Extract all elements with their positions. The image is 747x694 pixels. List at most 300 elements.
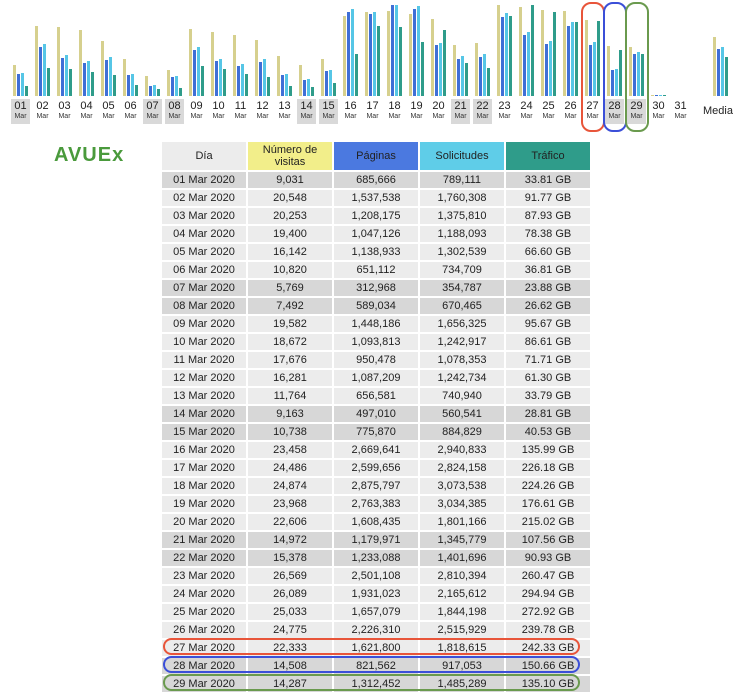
day-label-05 — [99, 99, 118, 124]
table-row — [162, 388, 590, 404]
month-abbr: Mar — [58, 113, 71, 120]
cell-date: 06 Mar 2020 — [162, 262, 246, 278]
day-number: 02 — [36, 100, 49, 112]
bar-08-0 — [167, 70, 170, 96]
month-abbr: Mar — [14, 113, 27, 120]
bar-15-3 — [333, 83, 336, 96]
cell-pages: 2,599,656 — [334, 460, 418, 476]
cell-visits: 26,089 — [248, 586, 332, 602]
cell-traffic: 135.99 GB — [506, 442, 590, 458]
bar-05-1 — [105, 60, 108, 96]
bar-27-0 — [585, 20, 588, 96]
month-abbr: Mar — [80, 113, 93, 120]
table-row — [162, 280, 590, 296]
bar-09-1 — [193, 50, 196, 96]
cell-requests: 3,034,385 — [420, 496, 504, 512]
table-row — [162, 586, 590, 602]
cell-requests: 789,111 — [420, 172, 504, 188]
cell-date: 18 Mar 2020 — [162, 478, 246, 494]
month-abbr: Mar — [630, 113, 643, 120]
header-pages: Páginas — [334, 142, 418, 170]
cell-requests: 1,801,166 — [420, 514, 504, 530]
cell-traffic: 135.10 GB — [506, 676, 590, 692]
table-row — [162, 424, 590, 440]
cell-visits: 20,548 — [248, 190, 332, 206]
table-row — [162, 478, 590, 494]
month-abbr: Mar — [652, 113, 665, 120]
cell-date: 15 Mar 2020 — [162, 424, 246, 440]
cell-requests: 1,760,308 — [420, 190, 504, 206]
table-row — [162, 496, 590, 512]
cell-visits: 16,281 — [248, 370, 332, 386]
table-row — [162, 460, 590, 476]
cell-pages: 821,562 — [334, 658, 418, 674]
table-row — [162, 640, 590, 656]
day-label-14 — [297, 99, 316, 124]
cell-visits: 10,820 — [248, 262, 332, 278]
cell-requests: 2,810,394 — [420, 568, 504, 584]
cell-pages: 312,968 — [334, 280, 418, 296]
bar-14-1 — [303, 80, 306, 96]
cell-requests: 2,165,612 — [420, 586, 504, 602]
cell-traffic: 224.26 GB — [506, 478, 590, 494]
bar-12-2 — [263, 59, 266, 96]
month-abbr: Mar — [256, 113, 269, 120]
cell-traffic: 226.18 GB — [506, 460, 590, 476]
cell-visits: 23,968 — [248, 496, 332, 512]
day-label-02 — [33, 99, 52, 124]
month-abbr: Mar — [322, 113, 335, 120]
day-number: 27 — [586, 100, 599, 112]
bar-09-3 — [201, 66, 204, 96]
day-label-12 — [253, 99, 272, 124]
average-bar-2 — [721, 47, 724, 96]
cell-pages: 1,233,088 — [334, 550, 418, 566]
day-label-19 — [407, 99, 426, 124]
average-bar-3 — [725, 57, 728, 96]
cell-requests: 1,375,810 — [420, 208, 504, 224]
bar-28-2 — [615, 69, 618, 96]
bar-01-0 — [13, 65, 16, 96]
cell-visits: 25,033 — [248, 604, 332, 620]
day-number: 13 — [278, 100, 291, 112]
cell-requests: 2,824,158 — [420, 460, 504, 476]
day-label-15 — [319, 99, 338, 124]
bar-30-3 — [663, 95, 666, 96]
cell-visits: 17,676 — [248, 352, 332, 368]
bar-29-0 — [629, 47, 632, 96]
bar-29-3 — [641, 54, 644, 96]
bar-23-3 — [509, 16, 512, 96]
cell-traffic: 294.94 GB — [506, 586, 590, 602]
cell-visits: 23,458 — [248, 442, 332, 458]
bar-10-1 — [215, 61, 218, 96]
bar-11-2 — [241, 64, 244, 96]
cell-visits: 15,378 — [248, 550, 332, 566]
day-number: 29 — [630, 100, 643, 112]
cell-date: 29 Mar 2020 — [162, 676, 246, 692]
month-abbr: Mar — [168, 113, 181, 120]
cell-pages: 1,608,435 — [334, 514, 418, 530]
month-abbr: Mar — [542, 113, 555, 120]
table-row — [162, 658, 590, 674]
bar-16-2 — [351, 9, 354, 96]
month-abbr: Mar — [520, 113, 533, 120]
cell-date: 19 Mar 2020 — [162, 496, 246, 512]
day-label-22 — [473, 99, 492, 124]
month-abbr: Mar — [674, 113, 687, 120]
table-row — [162, 334, 590, 350]
cell-traffic: 36.81 GB — [506, 262, 590, 278]
bar-23-1 — [501, 17, 504, 96]
bar-24-1 — [523, 35, 526, 96]
table-header-row — [162, 142, 590, 170]
cell-traffic: 272.92 GB — [506, 604, 590, 620]
bar-16-0 — [343, 16, 346, 96]
bar-03-3 — [69, 69, 72, 96]
avuex-logo: AVUEx — [54, 144, 125, 166]
bar-04-1 — [83, 63, 86, 96]
cell-requests: 734,709 — [420, 262, 504, 278]
table-row — [162, 208, 590, 224]
table-row — [162, 568, 590, 584]
cell-requests: 1,242,734 — [420, 370, 504, 386]
month-abbr: Mar — [36, 113, 49, 120]
cell-traffic: 33.79 GB — [506, 388, 590, 404]
header-traffic: Tráfico — [506, 142, 590, 170]
day-label-24 — [517, 99, 536, 124]
bar-12-0 — [255, 40, 258, 96]
bar-05-3 — [113, 75, 116, 96]
cell-traffic: 176.61 GB — [506, 496, 590, 512]
cell-visits: 20,253 — [248, 208, 332, 224]
bar-11-3 — [245, 74, 248, 96]
bar-26-3 — [575, 22, 578, 96]
cell-traffic: 71.71 GB — [506, 352, 590, 368]
daily-stats-table — [160, 140, 592, 694]
cell-date: 21 Mar 2020 — [162, 532, 246, 548]
cell-requests: 1,188,093 — [420, 226, 504, 242]
day-label-20 — [429, 99, 448, 124]
bar-14-3 — [311, 87, 314, 96]
cell-date: 20 Mar 2020 — [162, 514, 246, 530]
cell-pages: 950,478 — [334, 352, 418, 368]
table-row — [162, 550, 590, 566]
month-abbr: Mar — [432, 113, 445, 120]
bar-28-1 — [611, 70, 614, 96]
bar-06-0 — [123, 59, 126, 96]
table-row — [162, 352, 590, 368]
cell-pages: 1,621,800 — [334, 640, 418, 656]
cell-pages: 1,093,813 — [334, 334, 418, 350]
cell-visits: 14,508 — [248, 658, 332, 674]
table-row — [162, 226, 590, 242]
day-label-16 — [341, 99, 360, 124]
cell-pages: 1,657,079 — [334, 604, 418, 620]
day-number: 25 — [542, 100, 555, 112]
bar-22-0 — [475, 43, 478, 96]
cell-pages: 2,226,310 — [334, 622, 418, 638]
bar-02-2 — [43, 44, 46, 96]
day-number: 08 — [168, 100, 181, 112]
cell-visits: 24,486 — [248, 460, 332, 476]
cell-date: 05 Mar 2020 — [162, 244, 246, 260]
cell-pages: 2,501,108 — [334, 568, 418, 584]
bar-11-1 — [237, 66, 240, 96]
cell-requests: 560,541 — [420, 406, 504, 422]
bar-18-2 — [395, 5, 398, 96]
cell-traffic: 107.56 GB — [506, 532, 590, 548]
cell-pages: 656,581 — [334, 388, 418, 404]
bar-22-1 — [479, 57, 482, 96]
cell-pages: 1,138,933 — [334, 244, 418, 260]
bar-28-0 — [607, 46, 610, 96]
bar-19-2 — [417, 6, 420, 96]
cell-visits: 19,400 — [248, 226, 332, 242]
table-row — [162, 298, 590, 314]
bar-08-2 — [175, 76, 178, 96]
cell-pages: 497,010 — [334, 406, 418, 422]
cell-requests: 1,844,198 — [420, 604, 504, 620]
cell-traffic: 242.33 GB — [506, 640, 590, 656]
bar-06-1 — [127, 75, 130, 96]
cell-date: 12 Mar 2020 — [162, 370, 246, 386]
bar-18-0 — [387, 11, 390, 96]
day-number: 03 — [58, 100, 71, 112]
table-row — [162, 604, 590, 620]
bar-03-1 — [61, 58, 64, 96]
bar-20-0 — [431, 19, 434, 96]
bar-21-3 — [465, 63, 468, 96]
cell-requests: 1,078,353 — [420, 352, 504, 368]
cell-date: 07 Mar 2020 — [162, 280, 246, 296]
cell-date: 26 Mar 2020 — [162, 622, 246, 638]
bar-21-2 — [461, 56, 464, 96]
cell-pages: 2,875,797 — [334, 478, 418, 494]
average-label: Media — [703, 105, 733, 117]
table-row — [162, 244, 590, 260]
cell-date: 17 Mar 2020 — [162, 460, 246, 476]
cell-requests: 740,940 — [420, 388, 504, 404]
cell-date: 04 Mar 2020 — [162, 226, 246, 242]
bar-24-3 — [531, 5, 534, 96]
bar-02-0 — [35, 26, 38, 96]
bar-13-1 — [281, 75, 284, 96]
day-label-10 — [209, 99, 228, 124]
cell-visits: 5,769 — [248, 280, 332, 296]
cell-pages: 1,047,126 — [334, 226, 418, 242]
month-abbr: Mar — [234, 113, 247, 120]
cell-visits: 16,142 — [248, 244, 332, 260]
day-number: 26 — [564, 100, 577, 112]
day-label-07 — [143, 99, 162, 124]
cell-pages: 1,208,175 — [334, 208, 418, 224]
cell-traffic: 23.88 GB — [506, 280, 590, 296]
month-abbr: Mar — [476, 113, 489, 120]
day-number: 06 — [124, 100, 137, 112]
cell-requests: 1,302,539 — [420, 244, 504, 260]
bar-23-2 — [505, 13, 508, 96]
bar-06-2 — [131, 74, 134, 96]
bar-17-3 — [377, 26, 380, 96]
table-row — [162, 532, 590, 548]
header-day: Día — [162, 142, 246, 170]
bar-17-1 — [369, 14, 372, 96]
day-number: 17 — [366, 100, 379, 112]
cell-requests: 917,053 — [420, 658, 504, 674]
bar-22-2 — [483, 54, 486, 96]
day-label-06 — [121, 99, 140, 124]
cell-date: 25 Mar 2020 — [162, 604, 246, 620]
cell-date: 16 Mar 2020 — [162, 442, 246, 458]
bar-05-0 — [101, 41, 104, 96]
day-number: 12 — [256, 100, 269, 112]
cell-pages: 2,669,641 — [334, 442, 418, 458]
table-row — [162, 406, 590, 422]
cell-traffic: 239.78 GB — [506, 622, 590, 638]
bar-15-0 — [321, 59, 324, 96]
day-number: 28 — [608, 100, 621, 112]
cell-traffic: 150.66 GB — [506, 658, 590, 674]
bar-27-3 — [597, 21, 600, 96]
day-number: 24 — [520, 100, 533, 112]
cell-pages: 1,448,186 — [334, 316, 418, 332]
bar-21-0 — [453, 45, 456, 96]
month-abbr: Mar — [124, 113, 137, 120]
bar-06-3 — [135, 85, 138, 96]
bar-15-2 — [329, 70, 332, 96]
bar-25-2 — [549, 41, 552, 96]
bar-10-2 — [219, 59, 222, 96]
day-number: 20 — [432, 100, 445, 112]
day-number: 05 — [102, 100, 115, 112]
cell-visits: 9,163 — [248, 406, 332, 422]
bar-02-3 — [47, 68, 50, 96]
day-label-13 — [275, 99, 294, 124]
cell-visits: 9,031 — [248, 172, 332, 188]
bar-20-2 — [439, 43, 442, 96]
day-number: 18 — [388, 100, 401, 112]
day-label-28 — [605, 99, 624, 124]
bar-11-0 — [233, 35, 236, 96]
bar-24-2 — [527, 32, 530, 96]
bar-03-2 — [65, 55, 68, 96]
bar-25-1 — [545, 44, 548, 96]
cell-date: 23 Mar 2020 — [162, 568, 246, 584]
day-number: 30 — [652, 100, 665, 112]
bar-16-3 — [355, 54, 358, 96]
day-number: 23 — [498, 100, 511, 112]
bar-22-3 — [487, 68, 490, 96]
cell-traffic: 40.53 GB — [506, 424, 590, 440]
month-abbr: Mar — [586, 113, 599, 120]
bar-03-0 — [57, 27, 60, 96]
bar-09-0 — [189, 29, 192, 96]
cell-date: 08 Mar 2020 — [162, 298, 246, 314]
bar-25-0 — [541, 10, 544, 96]
day-number: 04 — [80, 100, 93, 112]
bar-20-1 — [435, 45, 438, 96]
day-label-31 — [671, 99, 690, 124]
bar-24-0 — [519, 7, 522, 96]
bar-14-0 — [299, 65, 302, 96]
day-number: 21 — [454, 100, 467, 112]
cell-traffic: 33.81 GB — [506, 172, 590, 188]
cell-date: 03 Mar 2020 — [162, 208, 246, 224]
cell-traffic: 28.81 GB — [506, 406, 590, 422]
day-number: 14 — [300, 100, 313, 112]
cell-requests: 354,787 — [420, 280, 504, 296]
average-bar-1 — [717, 49, 720, 96]
bar-18-1 — [391, 5, 394, 96]
bar-28-3 — [619, 50, 622, 96]
bar-16-1 — [347, 12, 350, 96]
day-label-11 — [231, 99, 250, 124]
bar-17-0 — [365, 12, 368, 96]
cell-date: 22 Mar 2020 — [162, 550, 246, 566]
bar-21-1 — [457, 59, 460, 96]
month-abbr: Mar — [608, 113, 621, 120]
bar-27-1 — [589, 45, 592, 96]
bar-26-1 — [567, 26, 570, 96]
month-abbr: Mar — [366, 113, 379, 120]
bar-13-0 — [277, 56, 280, 96]
cell-visits: 26,569 — [248, 568, 332, 584]
cell-traffic: 86.61 GB — [506, 334, 590, 350]
cell-requests: 1,818,615 — [420, 640, 504, 656]
day-number: 11 — [234, 100, 247, 112]
month-abbr: Mar — [300, 113, 313, 120]
cell-traffic: 215.02 GB — [506, 514, 590, 530]
cell-visits: 22,606 — [248, 514, 332, 530]
cell-traffic: 260.47 GB — [506, 568, 590, 584]
cell-traffic: 90.93 GB — [506, 550, 590, 566]
bar-19-3 — [421, 42, 424, 96]
bar-19-1 — [413, 9, 416, 96]
month-abbr: Mar — [212, 113, 225, 120]
bar-04-2 — [87, 61, 90, 96]
bar-09-2 — [197, 47, 200, 96]
cell-visits: 18,672 — [248, 334, 332, 350]
cell-visits: 10,738 — [248, 424, 332, 440]
table-row — [162, 262, 590, 278]
cell-traffic: 91.77 GB — [506, 190, 590, 206]
table-row — [162, 442, 590, 458]
cell-requests: 3,073,538 — [420, 478, 504, 494]
bar-17-2 — [373, 12, 376, 96]
month-abbr: Mar — [190, 113, 203, 120]
cell-visits: 7,492 — [248, 298, 332, 314]
cell-requests: 1,401,696 — [420, 550, 504, 566]
day-label-27 — [583, 99, 602, 124]
bar-29-1 — [633, 54, 636, 96]
cell-requests: 2,515,929 — [420, 622, 504, 638]
bar-27-2 — [593, 42, 596, 96]
cell-pages: 589,034 — [334, 298, 418, 314]
day-label-08 — [165, 99, 184, 124]
cell-requests: 670,465 — [420, 298, 504, 314]
cell-pages: 1,537,538 — [334, 190, 418, 206]
cell-visits: 11,764 — [248, 388, 332, 404]
cell-date: 24 Mar 2020 — [162, 586, 246, 602]
day-number: 16 — [344, 100, 357, 112]
day-label-17 — [363, 99, 382, 124]
bar-04-0 — [79, 30, 82, 96]
cell-traffic: 66.60 GB — [506, 244, 590, 260]
cell-traffic: 26.62 GB — [506, 298, 590, 314]
cell-pages: 685,666 — [334, 172, 418, 188]
cell-visits: 22,333 — [248, 640, 332, 656]
